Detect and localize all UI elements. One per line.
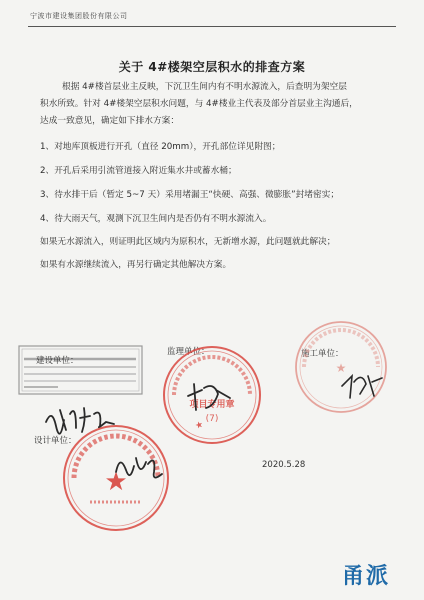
designer-label: 设计单位： [34,436,77,446]
intro-line-2: 积水所致。针对 4#楼架空层积水问题，与 4#楼业主代表及部分首层业主沟通后， [40,99,358,109]
header-rule [28,26,396,27]
watermark-logo: 甬派 [341,563,390,589]
document-title: 关于 4#楼架空层积水的排查方案 [118,60,306,74]
result-line-1: 如果无水源流入，则证明此区域内为原积水，无新增水源，此问题就此解决； [40,237,336,247]
svg-text:项目专用章: 项目专用章 [189,400,235,410]
step-4: 4、待大雨天气，观测下沉卫生间内是否仍有不明水源流入。 [40,214,272,224]
supervisor-label: 监理单位： [167,347,210,357]
builder-label: 建设单位： [36,356,79,366]
builder-stamp [18,345,143,395]
designer-signature [110,448,166,488]
supervisor-signature [184,380,234,414]
svg-text:(7): (7) [205,414,219,424]
constructor-signature [336,366,386,402]
intro-line-3: 达成一致意见，确定如下排水方案： [40,116,179,126]
step-1: 1、对地库顶板进行开孔（直径 20mm），开孔部位详见附图； [40,142,281,152]
constructor-label: 施工单位： [301,349,344,359]
svg-text:★: ★ [195,420,205,430]
svg-text:★: ★ [104,467,128,497]
intro-line-1: 根据 4#楼首层业主反映，下沉卫生间内有不明水源流入，后查明为架空层 [62,82,347,92]
step-2: 2、开孔后采用引流管道接入附近集水井或蓄水桶； [40,166,237,176]
step-3: 3、待水排干后（暂定 5~7 天）采用堵漏王“快硬、高强、微膨胀”封堵密实； [40,190,340,200]
svg-text:★: ★ [335,361,347,375]
result-line-2: 如果有水源继续流入，再另行确定其他解决方案。 [40,260,232,270]
company-header: 宁波市建设集团股份有限公司 [30,12,128,20]
document-date: 2020.5.28 [262,460,306,470]
